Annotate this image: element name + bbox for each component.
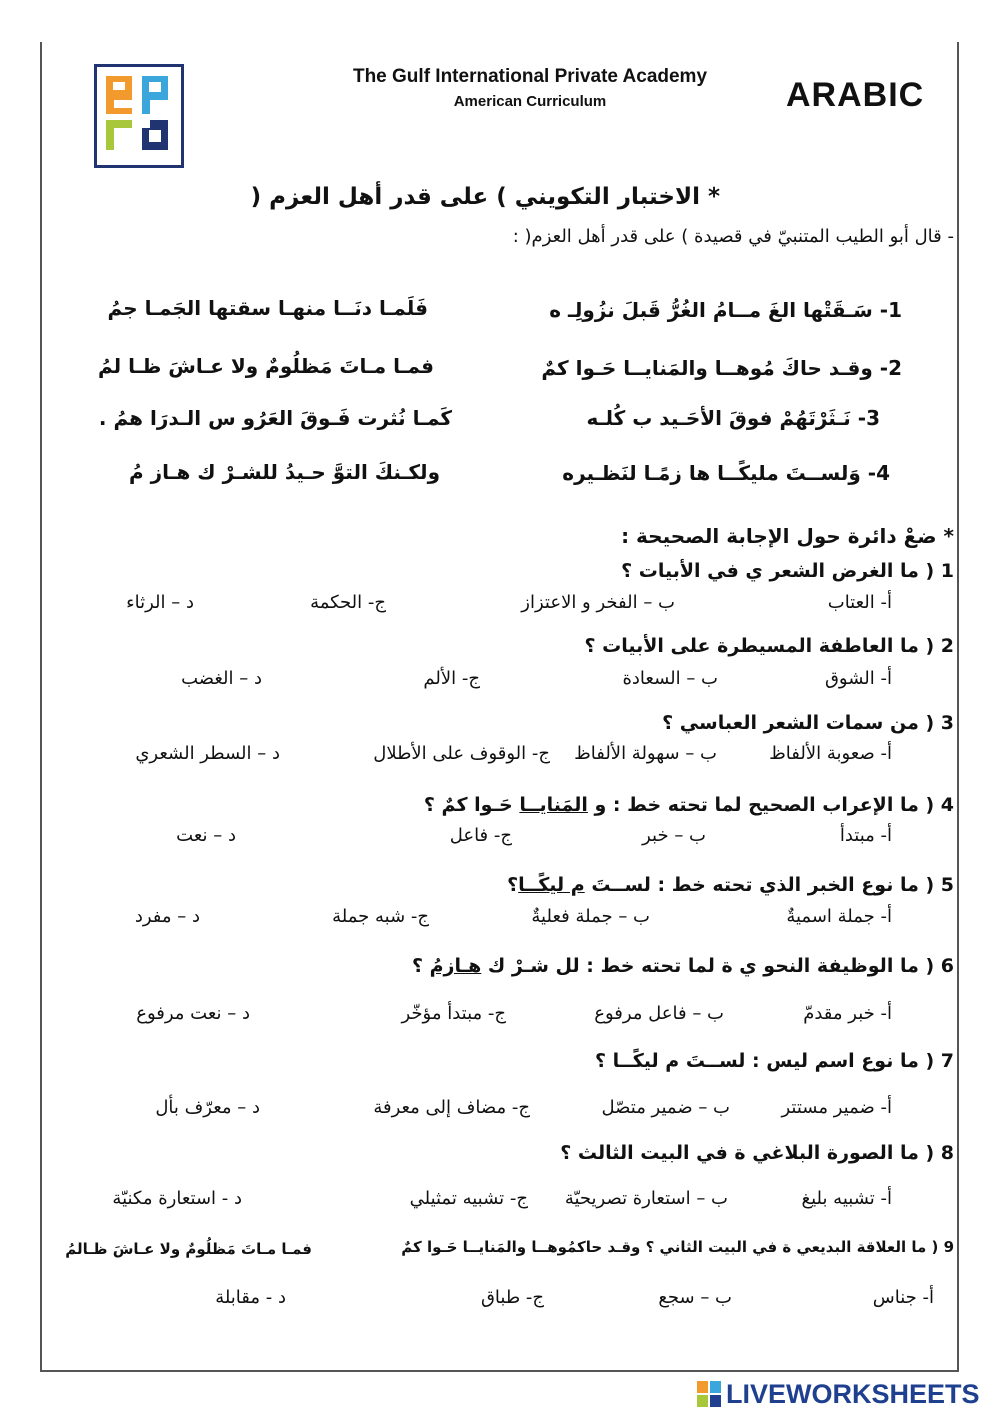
question-6 (412, 955, 954, 977)
q8-option-c[interactable]: ج- تشبيه تمثيلي (409, 1188, 528, 1209)
question-1: 1 ( ما الغرض الشعر ي في الأبيات ؟ (621, 560, 954, 582)
verse-2-first-half: 2- وقـد حاكَ مُوهــا والمَنايــا حَـوا كمٌ (541, 356, 902, 380)
question-4 (424, 794, 954, 816)
curriculum-label: American Curriculum (453, 93, 607, 110)
q3-option-a[interactable]: أ- صعوبة الألفاظ (769, 743, 892, 764)
question-8: 8 ( ما الصورة البلاغي ة في البيت الثالث ؟ (560, 1142, 954, 1164)
q6-option-c[interactable]: ج- مبتدأ مؤخّر (401, 1003, 506, 1024)
question-9-verse-second-half: فمـا مـاتَ مَظلُومٌ ولا عـاشَ ظـالمُ (65, 1240, 312, 1258)
svg-text:gipa: gipa (139, 164, 142, 165)
quiz-title: * الاختبار التكويني ) على قدر أهل العزم ( (250, 184, 720, 210)
q5-option-d[interactable]: د – مفرد (134, 906, 200, 927)
q8-option-a[interactable]: أ- تشبيه بليغ (801, 1188, 892, 1209)
question-5 (507, 874, 954, 896)
page-border-bottom (40, 1370, 959, 1372)
q4-text-start: 4 ( ما الإعراب الصحيح لما تحته خط : و (587, 794, 954, 816)
q3-option-d[interactable]: د – السطر الشعري (135, 743, 280, 764)
q8-option-d[interactable]: د - استعارة مكنيّة (112, 1188, 242, 1209)
verse-1-first-half: 1- سَـقَتْها الغَ مــامُ الغُرُّ قَبلَ نزُولِـ ه (549, 298, 902, 322)
q2-option-b[interactable]: ب – السعادة (622, 668, 718, 689)
q2-option-c[interactable]: ج- الألم (423, 668, 480, 689)
q4-option-d[interactable]: د – نعت (176, 825, 236, 846)
q5-underlined-word: م ليكًــا (518, 874, 585, 896)
verse-1-second-half: فَلَمـا دنَــا منهـا سقتها الجَمـا جمُ (107, 296, 428, 320)
q4-option-a[interactable]: أ- مبتدأ (839, 825, 892, 846)
q7-option-b[interactable]: ب – ضمير متصّل (601, 1097, 730, 1118)
q5-option-a[interactable]: أ- جملة اسميةٌ (786, 906, 892, 927)
school-logo-icon (94, 64, 184, 168)
verse-3-second-half: كَمـا نُثرت فَـوقَ العَرُو س الـدرَا همُ . (98, 406, 452, 430)
liveworksheets-text: LIVEWORKSHEETS (726, 1378, 980, 1409)
q3-option-b[interactable]: ب – سهولة الألفاظ (574, 743, 717, 764)
verse-3-first-half: 3- نَـثَرْتَهُمْ فوقَ الأحَـيد ب كُلـه (586, 406, 880, 430)
question-3: 3 ( من سمات الشعر العباسي ؟ (662, 712, 954, 734)
school-header (330, 66, 730, 110)
q8-option-b[interactable]: ب – استعارة تصريحيّة (564, 1188, 728, 1209)
q3-option-c[interactable]: ج- الوقوف على الأطلال (373, 743, 550, 764)
page-border-left (40, 42, 42, 1372)
q1-option-a[interactable]: أ- العتاب (827, 592, 892, 613)
q9-option-a[interactable]: أ- جناس (872, 1287, 934, 1308)
subject-label: ARABIC (786, 76, 925, 114)
q6-option-b[interactable]: ب – فاعل مرفوع (594, 1003, 724, 1024)
q5-option-b[interactable]: ب – جملة فعليةٌ (531, 906, 650, 927)
q4-option-b[interactable]: ب – خبر (642, 825, 706, 846)
question-9: 9 ( ما العلاقة البديعي ة في البيت الثاني ؟ وقـد حاكمُوهــا والمَنايــا حَـوا كمٌ (401, 1238, 954, 1256)
q1-option-c[interactable]: ج- الحكمة (310, 592, 386, 613)
q6-text-end: ؟ (411, 955, 430, 977)
verse-4-first-half: 4- وَلســتَ مليكًــا ها زمًـا لنَظـيره (562, 461, 890, 485)
q6-option-a[interactable]: أ- خبر مقدمّ (803, 1003, 892, 1024)
question-7: 7 ( ما نوع اسم ليس : لســتَ م ليكًــا ؟ (594, 1050, 954, 1072)
intro-line: - قال أبو الطيب المتنبيّ في قصيدة ) على قدر أهل العزم( : (512, 226, 954, 247)
q2-option-a[interactable]: أ- الشوق (824, 668, 892, 689)
q6-option-d[interactable]: د – نعت مرفوع (136, 1003, 250, 1024)
q6-text-start: 6 ( ما الوظيفة النحو ي ة لما تحته خط : لل شـرْ ك (481, 955, 954, 977)
q5-text-start: 5 ( ما نوع الخبر الذي تحته خط : لســتَ (584, 874, 954, 896)
liveworksheets-brand (697, 1378, 980, 1410)
q7-option-a[interactable]: أ- ضمير مستتر (781, 1097, 892, 1118)
q9-option-d[interactable]: د - مقابلة (215, 1287, 286, 1308)
q9-option-c[interactable]: ج- طباق (480, 1287, 544, 1308)
q4-option-c[interactable]: ج- فاعل (449, 825, 512, 846)
liveworksheets-logo-icon (697, 1381, 721, 1407)
q7-option-c[interactable]: ج- مضاف إلى معرفة (373, 1097, 530, 1118)
verse-2-second-half: فمـا مـاتَ مَظلُومٌ ولا عـاشَ ظـا لمُ (98, 354, 434, 378)
section-instruction: * ضعْ دائرة حول الإجابة الصحيحة : (621, 524, 954, 548)
q7-option-d[interactable]: د – معرّف بأل (155, 1097, 260, 1118)
q1-option-b[interactable]: ب – الفخر و الاعتزاز (521, 592, 675, 613)
page-border-right (957, 42, 959, 1372)
q4-text-end: حَـوا كمٌ ؟ (423, 794, 520, 816)
q5-text-end: ؟ (507, 874, 519, 896)
q1-option-d[interactable]: د – الرثاء (126, 592, 194, 613)
q4-underlined-word: المَنايــا (519, 794, 588, 816)
q6-underlined-word: هـازمُ (429, 955, 482, 977)
q9-option-b[interactable]: ب – سجع (658, 1287, 732, 1308)
verse-4-second-half: ولكـنكَ التوَّ حـيدُ للشـرْ ك هـاز مُ (128, 460, 440, 484)
q2-option-d[interactable]: د – الغضب (181, 668, 262, 689)
school-name: The Gulf International Private Academy (352, 66, 708, 87)
question-2: 2 ( ما العاطفة المسيطرة على الأبيات ؟ (584, 635, 954, 657)
q5-option-c[interactable]: ج- شبه جملة (332, 906, 429, 927)
